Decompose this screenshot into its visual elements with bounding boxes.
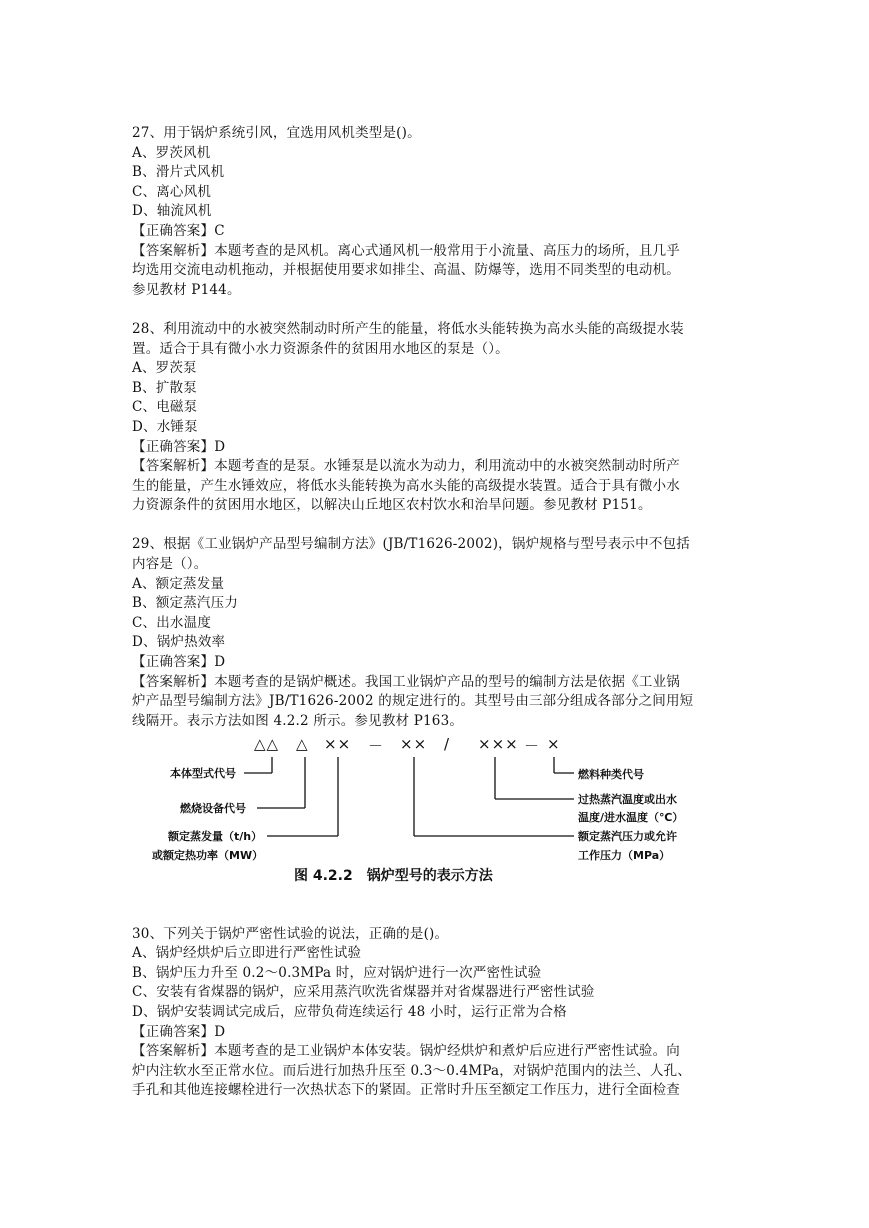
option-b: B、额定蒸汽压力 (132, 595, 239, 612)
option-d: D、水锤泵 (132, 418, 198, 435)
correct-answer: 【正确答案】D (132, 654, 226, 671)
option-d: D、锅炉热效率 (132, 634, 226, 651)
option-a: A、罗茨风机 (132, 144, 211, 161)
option-b: B、扩散泵 (132, 379, 197, 396)
answer-analysis: 炉产品型号编制方法》JB/T1626-2002 的规定进行的。其型号由三部分组成各部分之间用短 (132, 693, 694, 710)
answer-analysis: 线隔开。表示方法如图 4.2.2 所示。参见教材 P163。 (132, 712, 464, 729)
correct-answer: 【正确答案】D (132, 438, 226, 455)
question-stem: 27、用于锅炉系统引风，宜选用风机类型是()。 (132, 125, 421, 141)
answer-analysis: 【答案解析】本题考查的是锅炉概述。我国工业锅炉产品的型号的编制方法是依据《工业锅 (132, 673, 680, 690)
question-stem: 内容是（）。 (132, 556, 208, 573)
code-dash: － (368, 737, 385, 756)
label-body-type: 本体型式代号 (170, 767, 236, 781)
correct-answer: 【正确答案】C (132, 222, 225, 239)
code-dash: － (524, 737, 541, 756)
code-slash: / (444, 735, 451, 754)
option-a: A、额定蒸发量 (132, 575, 225, 592)
option-a: A、锅炉经烘炉后立即进行严密性试验 (132, 945, 362, 962)
option-a: A、罗茨泵 (132, 360, 197, 377)
question-29 (132, 535, 752, 885)
label-fuel: 燃料种类代号 (578, 768, 644, 782)
answer-analysis: 生的能量，产生水锤效应，将低水头能转换为高水头能的高级提水装置。适合于具有微小水 (132, 477, 680, 494)
question-stem: 29、根据《工业锅炉产品型号编制方法》(JB/T1626-2002)，锅炉规格与型号表示中不包括 (132, 536, 690, 553)
question-30 (132, 925, 752, 1101)
answer-analysis: 力资源条件的贫困用水地区，以解决山丘地区农村饮水和治旱问题。参见教材 P151。 (132, 497, 652, 514)
document-page (132, 124, 752, 1101)
code-burner: △ (296, 735, 309, 754)
option-d: D、锅炉安装调试完成后，应带负荷连续运行 48 小时，运行正常为合格 (132, 1003, 567, 1020)
question-stem: 置。适合于具有微小水力资源条件的贫困用水地区的泵是（）。 (132, 340, 509, 357)
code-rated-evaporation: ×× (324, 735, 352, 754)
label-temperature-cont: 温度/进水温度（℃） (578, 811, 684, 825)
answer-analysis: 【答案解析】本题考查的是风机。离心式通风机一般常用于小流量、高压力的场所，且几乎 (132, 242, 680, 259)
answer-analysis: 炉内注软水至正常水位。而后进行加热升压至 0.3～0.4MPa，对锅炉范围内的法兰、人孔、 (132, 1062, 692, 1079)
code-temperature: ××× (478, 735, 519, 754)
question-stem: 30、下列关于锅炉严密性试验的说法，正确的是()。 (132, 925, 449, 942)
option-d: D、轴流风机 (132, 203, 212, 220)
correct-answer: 【正确答案】D (132, 1023, 226, 1040)
option-b: B、锅炉压力升至 0.2～0.3MPa 时，应对锅炉进行一次严密性试验 (132, 964, 542, 981)
answer-analysis: 【答案解析】本题考查的是工业锅炉本体安装。锅炉经烘炉和煮炉后应进行严密性试验。向 (132, 1043, 680, 1060)
label-rated-evaporation-alt: 或额定热功率（MW） (152, 849, 264, 863)
option-b: B、滑片式风机 (132, 164, 225, 181)
label-pressure-cont: 工作压力（MPa） (578, 849, 671, 863)
code-fuel: × (547, 735, 561, 754)
option-c: C、安装有省煤器的锅炉，应采用蒸汽吹洗省煤器并对省煤器进行严密性试验 (132, 984, 595, 1001)
option-c: C、出水温度 (132, 614, 212, 631)
option-c: C、电磁泵 (132, 399, 198, 416)
code-pressure: ×× (400, 735, 428, 754)
answer-analysis: 均选用交流电动机拖动，并根据使用要求如排尘、高温、防爆等，选用不同类型的电动机。 (132, 262, 680, 279)
answer-analysis: 【答案解析】本题考查的是泵。水锤泵是以流水为动力，利用流动中的水被突然制动时所产 (132, 458, 680, 475)
answer-analysis: 手孔和其他连接螺栓进行一次热状态下的紧固。正常时升压至额定工作压力，进行全面检查 (132, 1082, 680, 1099)
figure-caption: 图 4.2.2 锅炉型号的表示方法 (294, 868, 493, 885)
question-stem: 28、利用流动中的水被突然制动时所产生的能量，将低水头能转换为高水头能的高级提水装 (132, 320, 684, 337)
question-27 (132, 124, 752, 300)
label-rated-evaporation: 额定蒸发量（t/h） (168, 830, 263, 844)
code-body-type: △△ (254, 735, 280, 754)
option-c: C、离心风机 (132, 183, 212, 200)
question-28 (132, 320, 752, 516)
boiler-model-figure (142, 735, 702, 885)
label-pressure: 额定蒸汽压力或允许 (578, 830, 677, 844)
label-temperature: 过热蒸汽温度或出水 (578, 793, 677, 807)
label-burner: 燃烧设备代号 (180, 802, 246, 816)
answer-analysis: 参见教材 P144。 (132, 281, 241, 298)
